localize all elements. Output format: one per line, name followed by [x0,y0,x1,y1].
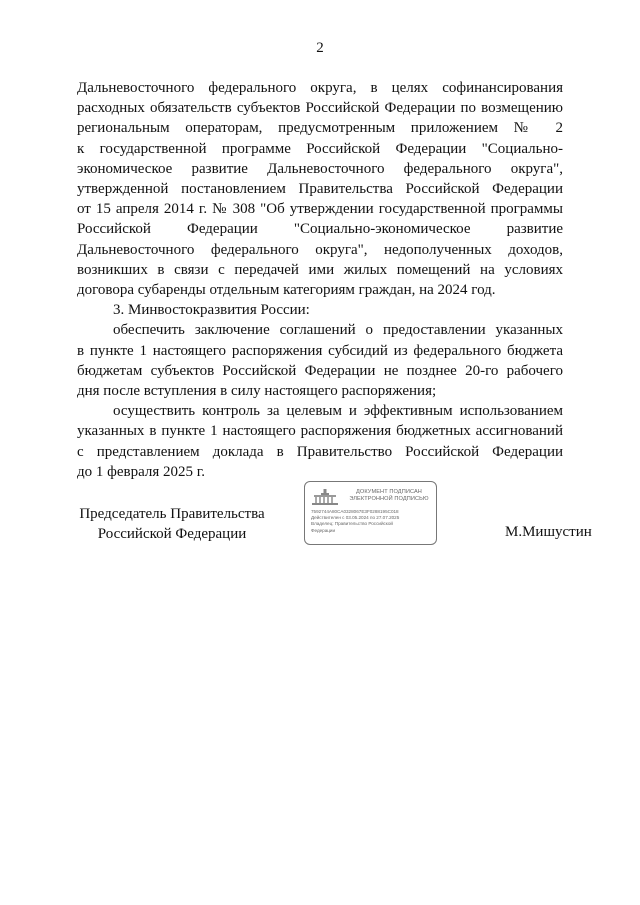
text-line: Дальневосточного федерального округа", недополученных доходов, [77,241,563,258]
text-line: 3. Минвостокразвития России: [113,302,310,319]
electronic-signature-stamp [304,481,437,545]
paragraph-4 [77,401,563,482]
text-line: бюджетам субъектов Российской Федерации не позднее 20-го рабочего [77,362,563,379]
paragraph-1 [77,78,563,300]
text-line: от 15 апреля 2014 г. № 308 "Об утверждении государственной программы [77,201,563,218]
text-line: региональным операторам, предусмотренным приложением № 2 [77,120,563,137]
text-line: Дальневосточного федерального округа, в целях софинансирования [77,80,563,96]
stamp-title [345,489,433,503]
stamp-title-line: ЭЛЕКТРОННОЙ ПОДПИСЬЮ [349,496,429,502]
text-line: указанных в пункте 1 настоящего распоряжения бюджетных ассигнований [77,423,563,440]
text-line: Российской Федерации "Социально-экономическое развитие [77,221,563,238]
text-line: возникших в связи с передачей ими жилых помещений на условиях [77,261,563,278]
validity-period: Действителен с 03.05.2024 по 27.07.2025 [311,515,400,521]
paragraph-3 [77,320,563,401]
stamp-details [311,509,435,534]
text-line: расходных обязательств субъектов Российской Федерации по возмещению [77,100,563,117]
paragraph-2 [77,300,563,320]
stamp-title-line: ДОКУМЕНТ ПОДПИСАН [356,489,422,495]
text-line: до 1 февраля 2025 г. [77,463,205,480]
text-line: к государственной программе Российской Федерации "Социально- [77,140,563,157]
text-line: в пункте 1 настоящего распоряжения субсидий из федерального бюджета [77,342,563,359]
text-line: осуществить контроль за целевым и эффективным использованием [113,403,563,420]
document-body [77,78,563,482]
page-number: 2 [316,40,324,56]
position-line: Российской Федерации [97,526,247,542]
text-line: обеспечить заключение соглашений о предоставлении указанных [113,322,563,339]
text-line: договора субаренды отдельным категориям граждан, на 2024 год. [77,282,496,299]
signatory-position [77,504,267,544]
owner-line: Владелец: Правительство Российской [311,521,393,527]
signatory-name: М.Мишустин [505,524,592,540]
text-line: дня после вступления в силу настоящего распоряжения; [77,383,437,400]
government-building-icon [311,488,339,506]
certificate-number: 7592744A80CA0328067E3F0288195C018 [311,509,399,514]
position-line: Председатель Правительства [79,506,265,522]
text-line: с представлением доклада в Правительство Российской Федерации [77,443,563,460]
text-line: экономическое развитие Дальневосточного федерального округа", [77,160,563,177]
owner-line: Федерации [311,527,336,533]
text-line: утвержденной постановлением Правительства Российской Федерации [77,181,563,198]
